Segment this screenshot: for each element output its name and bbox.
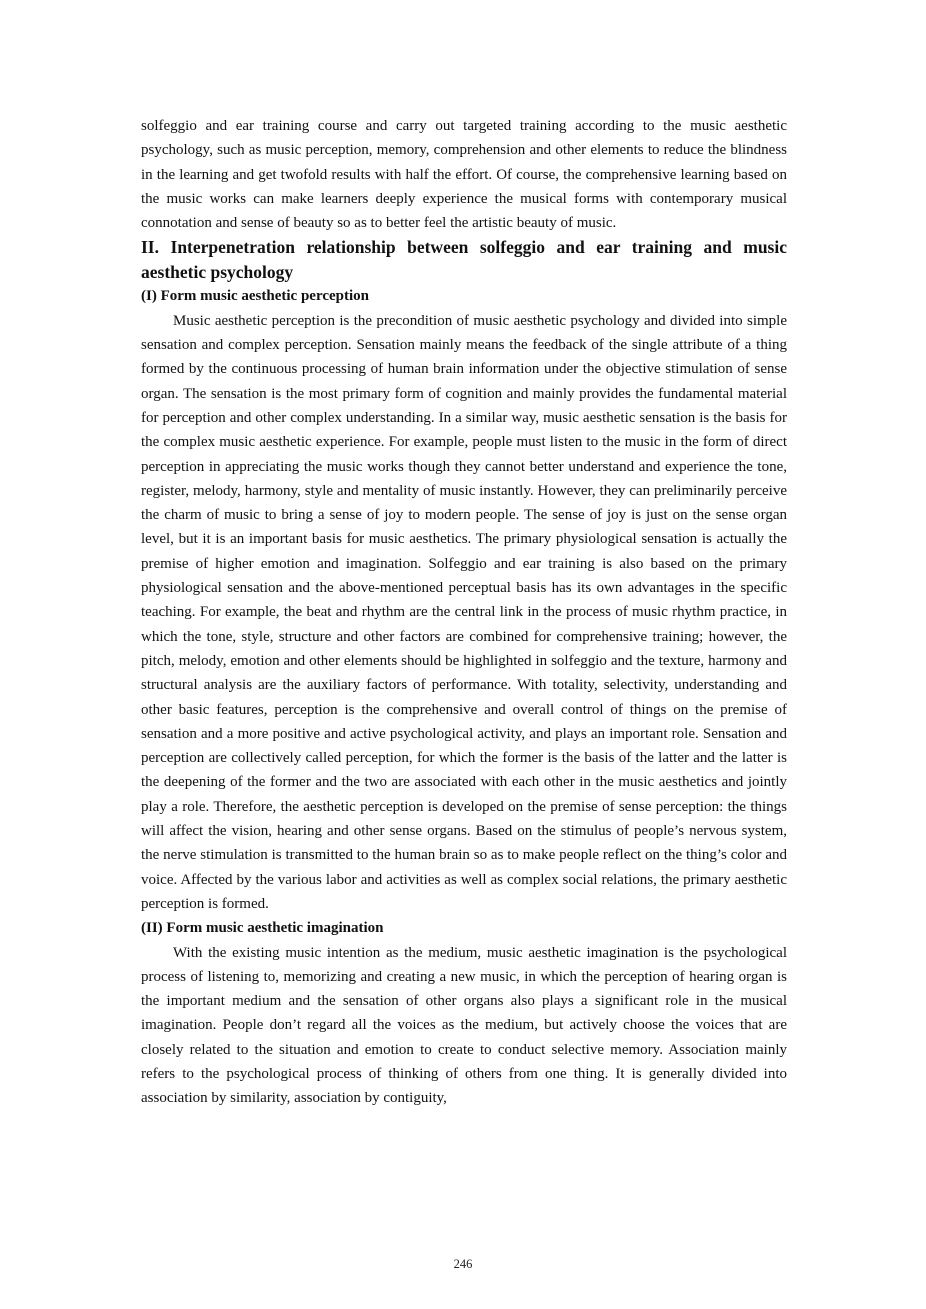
subsection-2-paragraph: With the existing music intention as the medium, music aesthetic imagination is the psychological process of listening to, memorizing and creating a new music, in which the perception of hearing organ is the important medium and the sensation of other organs also plays a significant role in the musical imagination. People don’t regard all the voices as the medium, but actively choose the voices that are closely related to the situation and emotion to create to conduct selective memory. Association mainly refers to the psychological process of thinking of others from one thing. It is generally divided into association by similarity, association by contiguity, <box>141 944 787 1107</box>
continuation-paragraph: solfeggio and ear training course and carry out targeted training according to the music aesthetic psychology, such as music perception, memory, comprehension and other elements to reduce the blindness in the learning and get twofold results with half the effort. Of course, the comprehensive learning based on the music works can make learners deeply experience the musical forms with contemporary musical connotation and sense of beauty so as to better feel the artistic beauty of music. <box>141 118 787 232</box>
page-number: 246 <box>453 1257 473 1271</box>
subsection-1-heading: (I) Form music aesthetic perception <box>141 288 370 305</box>
subsection-2-heading: (II) Form music aesthetic imagination <box>141 920 384 937</box>
subsection-1-paragraph: Music aesthetic perception is the precondition of music aesthetic psychology and divided into simple sensation and complex perception. Sensation mainly means the feedback of the single attribute of a thing formed by the continuous processing of human brain information under the objective stimulation of sense organ. The sensation is the most primary form of cognition and mainly provides the fundamental material for perception and other complex understanding. In a similar way, music aesthetic sensation is the basis for the complex music aesthetic experience. For example, people must listen to the music in the form of direct perception in appreciating the music works though they cannot better understand and experience the tone, register, melody, harmony, style and mentality of music instantly. However, they can preliminarily perceive the charm of music to bring a sense of joy to modern people. The sense of joy is just on the sense organ level, but it is an important basis for music aesthetics. The primary physiological sensation is actually the premise of higher emotion and imagination. Solfeggio and ear training is also based on the primary physiological sensation and the above-mentioned perceptual basis has its own advantages in the specific teaching. For example, the beat and rhythm are the central link in the process of music rhythm practice, in which the tone, style, structure and other factors are combined for comprehensive training; however, the pitch, melody, emotion and other elements should be highlighted in solfeggio and the texture, harmony and structural analysis are the auxiliary factors of performance. With totality, selectivity, understanding and other basic features, perception is the comprehensive and overall control of things on the premise of sensation and a more positive and active psychological activity, and plays an important role. Sensation and perception are collectively called perception, for which the former is the basis of the latter and the latter is the deepening of the former and the two are associated with each other in the music aesthetics and jointly play a role. Therefore, the aesthetic perception is developed on the premise of sense perception: the things will affect the vision, hearing and other sense organs. Based on the stimulus of people’s nervous system, the nerve stimulation is transmitted to the human brain so as to make people reflect on the thing’s color and voice. Affected by the various labor and activities as well as complex social relations, the primary aesthetic perception is formed. <box>141 312 787 912</box>
page-body <box>141 114 787 1111</box>
section-heading: II. Interpenetration relationship between solfeggio and ear training and music aesthetic psychology <box>141 237 787 282</box>
